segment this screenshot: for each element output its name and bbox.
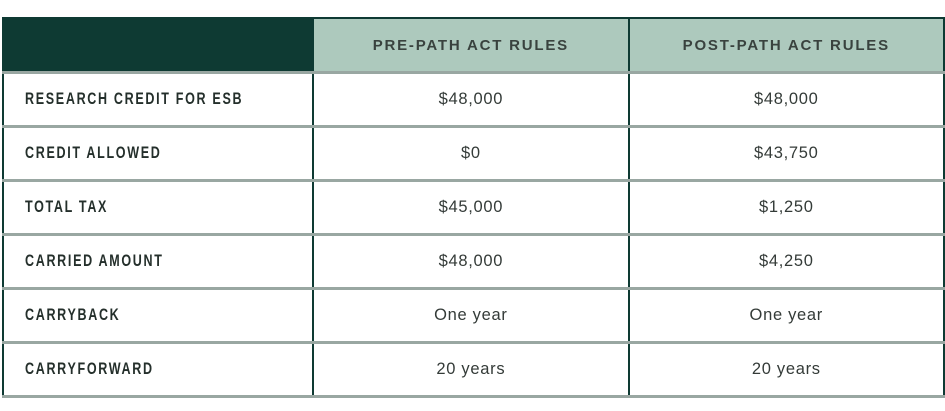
row-label: RESEARCH CREDIT FOR ESB: [25, 90, 244, 108]
post-path-value: $48,000: [629, 73, 944, 127]
table-row: [3, 343, 944, 397]
row-label: CARRIED AMOUNT: [25, 252, 164, 270]
table-row: [3, 127, 944, 181]
pre-path-value: 20 years: [313, 343, 628, 397]
pre-path-value: $48,000: [313, 235, 628, 289]
column-header-pre-path: PRE-PATH ACT RULES: [313, 18, 628, 73]
pre-path-value: $0: [313, 127, 628, 181]
row-label-cell: [3, 181, 313, 235]
corner-cell: [3, 18, 313, 73]
row-label-cell: [3, 289, 313, 343]
table-row: [3, 73, 944, 127]
post-path-value: 20 years: [629, 343, 944, 397]
table-row: [3, 289, 944, 343]
pre-path-value: One year: [313, 289, 628, 343]
table-row: [3, 235, 944, 289]
pre-path-value: $48,000: [313, 73, 628, 127]
row-label: CARRYBACK: [25, 306, 121, 324]
comparison-table-container: [2, 17, 945, 398]
header-row: [3, 18, 944, 73]
post-path-value: $4,250: [629, 235, 944, 289]
row-label-cell: [3, 235, 313, 289]
pre-path-value: $45,000: [313, 181, 628, 235]
post-path-value: One year: [629, 289, 944, 343]
column-header-post-path: POST-PATH ACT RULES: [629, 18, 944, 73]
table-row: [3, 181, 944, 235]
path-act-comparison-table: [2, 17, 945, 398]
row-label-cell: [3, 343, 313, 397]
row-label-cell: [3, 73, 313, 127]
post-path-value: $43,750: [629, 127, 944, 181]
row-label: TOTAL TAX: [25, 198, 109, 216]
row-label: CARRYFORWARD: [25, 360, 154, 378]
post-path-value: $1,250: [629, 181, 944, 235]
row-label-cell: [3, 127, 313, 181]
row-label: CREDIT ALLOWED: [25, 144, 162, 162]
